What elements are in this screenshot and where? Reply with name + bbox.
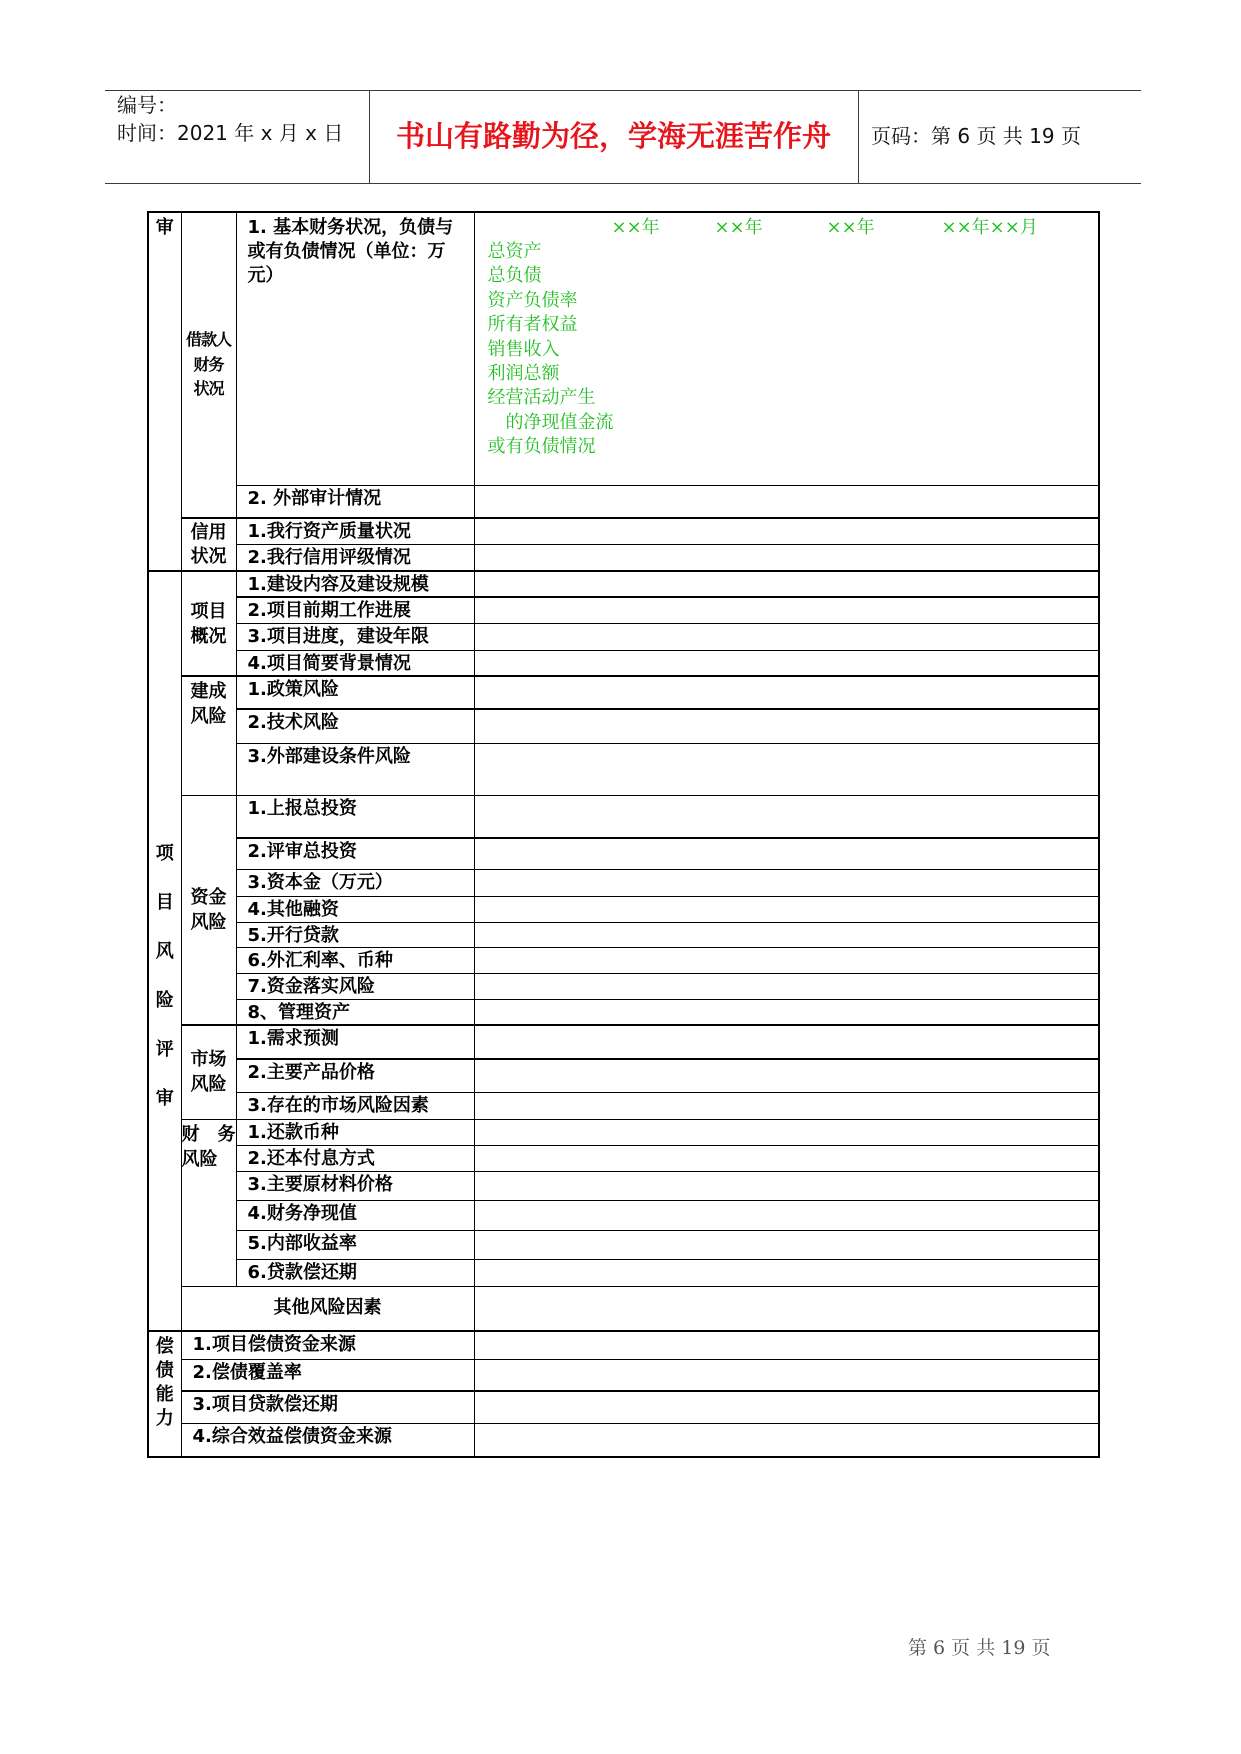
financial-risk-group-label <box>181 1119 236 1286</box>
table-row <box>148 623 1099 650</box>
project-overview-group-label <box>181 571 236 676</box>
value-cell <box>474 1025 1099 1059</box>
value-cell <box>474 1119 1099 1145</box>
review-table <box>147 211 1100 1458</box>
row-label: 3.项目进度，建设年限 <box>236 623 474 650</box>
row-label: 1.建设内容及建设规模 <box>236 571 474 597</box>
header-top-rule <box>105 90 1141 91</box>
basic-financial-status-label <box>236 212 474 485</box>
header-bottom-rule <box>105 183 1141 184</box>
row-label: 4.其他融资 <box>236 896 474 922</box>
metric-operating-cashflow-line1: 经营活动产生 <box>487 387 596 409</box>
group-label-line: 财 务 <box>181 1123 236 1145</box>
row-label: 2.还本付息方式 <box>236 1145 474 1171</box>
value-cell <box>474 1423 1099 1457</box>
footer-page-number: 第 6 页 共 19 页 <box>908 1637 1051 1659</box>
table-row <box>148 795 1099 838</box>
vertical-char: 债 <box>155 1360 174 1381</box>
value-cell <box>474 1391 1099 1423</box>
row-label: 7.资金落实风险 <box>236 973 474 999</box>
vertical-char: 评 <box>155 1039 174 1060</box>
value-cell <box>474 709 1099 743</box>
value-cell <box>474 1145 1099 1171</box>
row-label: 5.内部收益率 <box>236 1230 474 1259</box>
project-risk-review-label <box>148 571 181 1331</box>
row-label: 4.综合效益偿债资金来源 <box>181 1423 474 1457</box>
value-cell <box>474 838 1099 869</box>
review-char: 审 <box>155 217 174 238</box>
value-cell <box>474 1059 1099 1092</box>
year-header-row <box>475 216 1099 240</box>
financial-figures <box>475 213 1099 460</box>
group-label-line: 市场 <box>190 1049 227 1071</box>
table-row <box>148 597 1099 623</box>
value-cell <box>474 518 1099 544</box>
table-row <box>148 1145 1099 1171</box>
table-row <box>148 1092 1099 1119</box>
group-label-line: 风险 <box>190 911 227 933</box>
value-cell <box>474 1286 1099 1331</box>
value-cell <box>474 485 1099 518</box>
other-risk-factors-label: 其他风险因素 <box>181 1286 474 1331</box>
table-row <box>148 1200 1099 1230</box>
row-label: 2.我行信用评级情况 <box>236 544 474 571</box>
table-row <box>148 1359 1099 1391</box>
value-cell <box>474 1230 1099 1259</box>
label-line: 1. 基本财务状况，负债与 <box>247 217 454 238</box>
row-label: 2.项目前期工作进展 <box>236 597 474 623</box>
year-header: ××年 <box>714 217 763 238</box>
row-label: 1.我行资产质量状况 <box>236 518 474 544</box>
table-row <box>148 1331 1099 1359</box>
group-label-line: 状况 <box>190 545 227 567</box>
table-row <box>148 922 1099 947</box>
row-label: 2.评审总投资 <box>236 838 474 869</box>
value-cell <box>474 795 1099 838</box>
table-row <box>148 1230 1099 1259</box>
group-label-line: 风险 <box>181 1148 218 1170</box>
header-page-info: 页码：第 6 页 共 19 页 <box>871 124 1081 148</box>
metric-debt-ratio: 资产负债率 <box>487 289 578 311</box>
metric-total-profit: 利润总额 <box>487 363 560 385</box>
metric-contingent-liabilities: 或有负债情况 <box>487 436 596 458</box>
table-row <box>148 1423 1099 1457</box>
review-section-label <box>148 212 181 571</box>
value-cell <box>474 922 1099 947</box>
row-label: 1.政策风险 <box>236 676 474 709</box>
borrower-finance-group-label <box>181 212 236 518</box>
value-cell <box>474 1359 1099 1391</box>
row-label: 2.技术风险 <box>236 709 474 743</box>
row-label: 3.主要原材料价格 <box>236 1171 474 1200</box>
document-number-label: 编号： <box>117 93 177 117</box>
table-row <box>148 838 1099 869</box>
table-row <box>148 1119 1099 1145</box>
row-label: 2.偿债覆盖率 <box>181 1359 474 1391</box>
value-cell <box>474 650 1099 676</box>
value-cell <box>474 896 1099 922</box>
financial-data-cell <box>474 212 1099 485</box>
metric-total-liabilities: 总负债 <box>487 265 542 287</box>
row-label: 1.项目偿债资金来源 <box>181 1331 474 1359</box>
vertical-char: 力 <box>155 1408 174 1429</box>
vertical-char: 偿 <box>155 1336 174 1357</box>
table-row <box>148 947 1099 973</box>
table-row <box>148 1059 1099 1092</box>
value-cell <box>474 947 1099 973</box>
metric-owners-equity: 所有者权益 <box>487 314 578 336</box>
row-label: 2.主要产品价格 <box>236 1059 474 1092</box>
value-cell <box>474 571 1099 597</box>
value-cell <box>474 1331 1099 1359</box>
label-line: 或有负债情况（单位：万 <box>247 241 446 262</box>
funding-risk-group-label <box>181 795 236 1025</box>
value-cell <box>474 597 1099 623</box>
table-row <box>148 676 1099 709</box>
row-label: 3.资本金（万元） <box>236 869 474 896</box>
vertical-char: 目 <box>155 892 174 913</box>
group-label-line: 风险 <box>190 1074 227 1096</box>
header-motto: 书山有路勤为径，学海无涯苦作舟 <box>395 119 831 153</box>
table-row <box>148 1286 1099 1331</box>
row-label: 4.项目简要背景情况 <box>236 650 474 676</box>
value-cell <box>474 1200 1099 1230</box>
group-label-line: 资金 <box>190 886 227 908</box>
table-row <box>148 869 1099 896</box>
row-label: 3.项目贷款偿还期 <box>181 1391 474 1423</box>
label-line: 元） <box>247 265 284 286</box>
value-cell <box>474 743 1099 795</box>
value-cell <box>474 623 1099 650</box>
year-month-header: ××年××月 <box>941 217 1038 238</box>
table-row <box>148 485 1099 518</box>
table-row <box>148 999 1099 1025</box>
group-label-line: 风险 <box>190 706 227 727</box>
group-label-line: 借款人 <box>185 330 231 350</box>
vertical-char: 项 <box>155 843 174 864</box>
row-label: 3.外部建设条件风险 <box>236 743 474 795</box>
market-risk-group-label <box>181 1025 236 1119</box>
value-cell <box>474 999 1099 1025</box>
table-row <box>148 650 1099 676</box>
year-header: ××年 <box>611 217 660 238</box>
table-row <box>148 518 1099 544</box>
row-label: 3.存在的市场风险因素 <box>236 1092 474 1119</box>
vertical-char: 风 <box>155 941 174 962</box>
vertical-char: 审 <box>155 1088 174 1109</box>
table-row <box>148 1171 1099 1200</box>
table-row <box>148 571 1099 597</box>
year-header: ××年 <box>826 217 875 238</box>
row-label: 4.财务净现值 <box>236 1200 474 1230</box>
metric-total-assets: 总资产 <box>487 241 542 262</box>
credit-status-group-label <box>181 518 236 571</box>
table-row <box>148 1259 1099 1286</box>
metric-operating-cashflow-line2: 的净现值金流 <box>505 411 614 433</box>
group-label-line: 财务 <box>193 354 224 374</box>
table-row <box>148 1391 1099 1423</box>
completion-risk-group-label <box>181 676 236 795</box>
row-label: 1.需求预测 <box>236 1025 474 1059</box>
table-row <box>148 896 1099 922</box>
row-label: 5.开行贷款 <box>236 922 474 947</box>
value-cell <box>474 1092 1099 1119</box>
group-label-line: 概况 <box>190 625 227 647</box>
row-label: 6.贷款偿还期 <box>236 1259 474 1286</box>
group-label-line: 建成 <box>190 681 227 702</box>
repayment-capacity-label <box>148 1331 181 1457</box>
external-audit-label: 2. 外部审计情况 <box>236 485 474 518</box>
table-row <box>148 709 1099 743</box>
value-cell <box>474 1171 1099 1200</box>
group-label-line: 信用 <box>190 521 227 543</box>
group-label-line: 项目 <box>190 600 227 622</box>
value-cell <box>474 676 1099 709</box>
row-label: 6.外汇利率、币种 <box>236 947 474 973</box>
vertical-char: 能 <box>155 1384 174 1405</box>
document-date: 时间：2021 年 x 月 x 日 <box>117 121 344 145</box>
table-row <box>148 743 1099 795</box>
row-label: 8、管理资产 <box>236 999 474 1025</box>
table-row <box>148 212 1099 485</box>
value-cell <box>474 973 1099 999</box>
value-cell <box>474 1259 1099 1286</box>
table-row <box>148 544 1099 571</box>
row-label: 1.还款币种 <box>236 1119 474 1145</box>
vertical-char: 险 <box>155 990 174 1011</box>
header-divider-right <box>858 90 859 183</box>
group-label-line: 状况 <box>193 379 224 399</box>
table-row <box>148 1025 1099 1059</box>
value-cell <box>474 869 1099 896</box>
table-row <box>148 973 1099 999</box>
metric-sales-revenue: 销售收入 <box>487 338 560 360</box>
value-cell <box>474 544 1099 571</box>
row-label: 1.上报总投资 <box>236 795 474 838</box>
